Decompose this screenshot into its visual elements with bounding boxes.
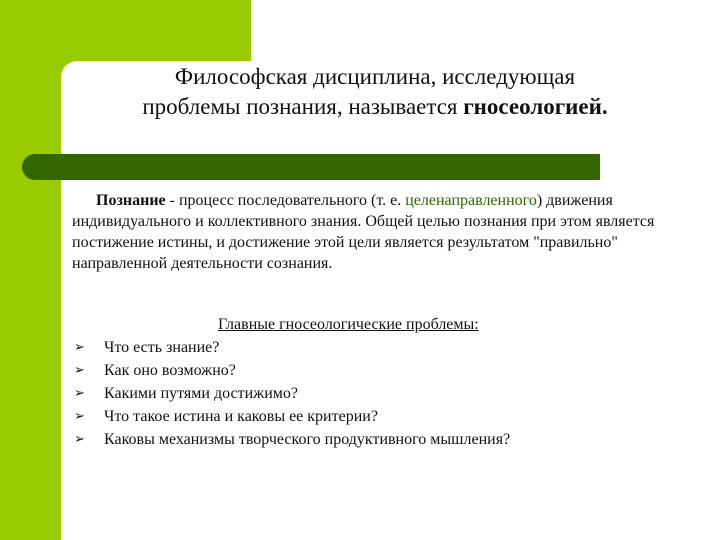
problems-list bbox=[72, 336, 692, 451]
list-item bbox=[72, 359, 692, 382]
definition-text-1: - процесс последовательного (т. е. bbox=[165, 192, 406, 209]
title-bold-term: гносеологией. bbox=[463, 94, 608, 119]
title-line-2: проблемы познания, называется bbox=[142, 94, 464, 119]
arrowhead-bullet-icon: ➢ bbox=[74, 340, 85, 355]
arrowhead-bullet-icon: ➢ bbox=[74, 432, 85, 447]
list-item bbox=[72, 382, 692, 405]
content-panel bbox=[61, 61, 720, 540]
arrowhead-bullet-icon: ➢ bbox=[74, 386, 85, 401]
problems-heading: Главные гносеологические проблемы: bbox=[218, 316, 479, 333]
list-item-text: Какими путями достижимо? bbox=[104, 385, 299, 402]
definition-text-2: ) движения индивидуального и коллективного знания. Общей целью познания при этом является постижение истины, и достижение этой цели является результатом "правильно" направленной деятельности сознания. bbox=[72, 192, 655, 272]
arrowhead-bullet-icon: ➢ bbox=[74, 409, 85, 424]
definition-term: Познание bbox=[96, 192, 166, 209]
definition-highlight: целенаправленного bbox=[405, 192, 537, 209]
list-item-text: Что есть знание? bbox=[104, 339, 220, 356]
list-item bbox=[72, 336, 692, 359]
slide-title bbox=[70, 62, 680, 122]
list-item bbox=[72, 405, 692, 428]
list-item-text: Как оно возможно? bbox=[104, 362, 236, 379]
definition-paragraph bbox=[72, 190, 672, 274]
arrowhead-bullet-icon: ➢ bbox=[74, 363, 85, 378]
list-item bbox=[72, 428, 692, 451]
list-item-text: Каковы механизмы творческого продуктивного мышления? bbox=[104, 431, 511, 448]
title-line-1: Философская дисциплина, исследующая bbox=[174, 64, 576, 89]
divider-bar bbox=[22, 154, 600, 180]
list-item-text: Что такое истина и каковы ее критерии? bbox=[104, 408, 378, 425]
